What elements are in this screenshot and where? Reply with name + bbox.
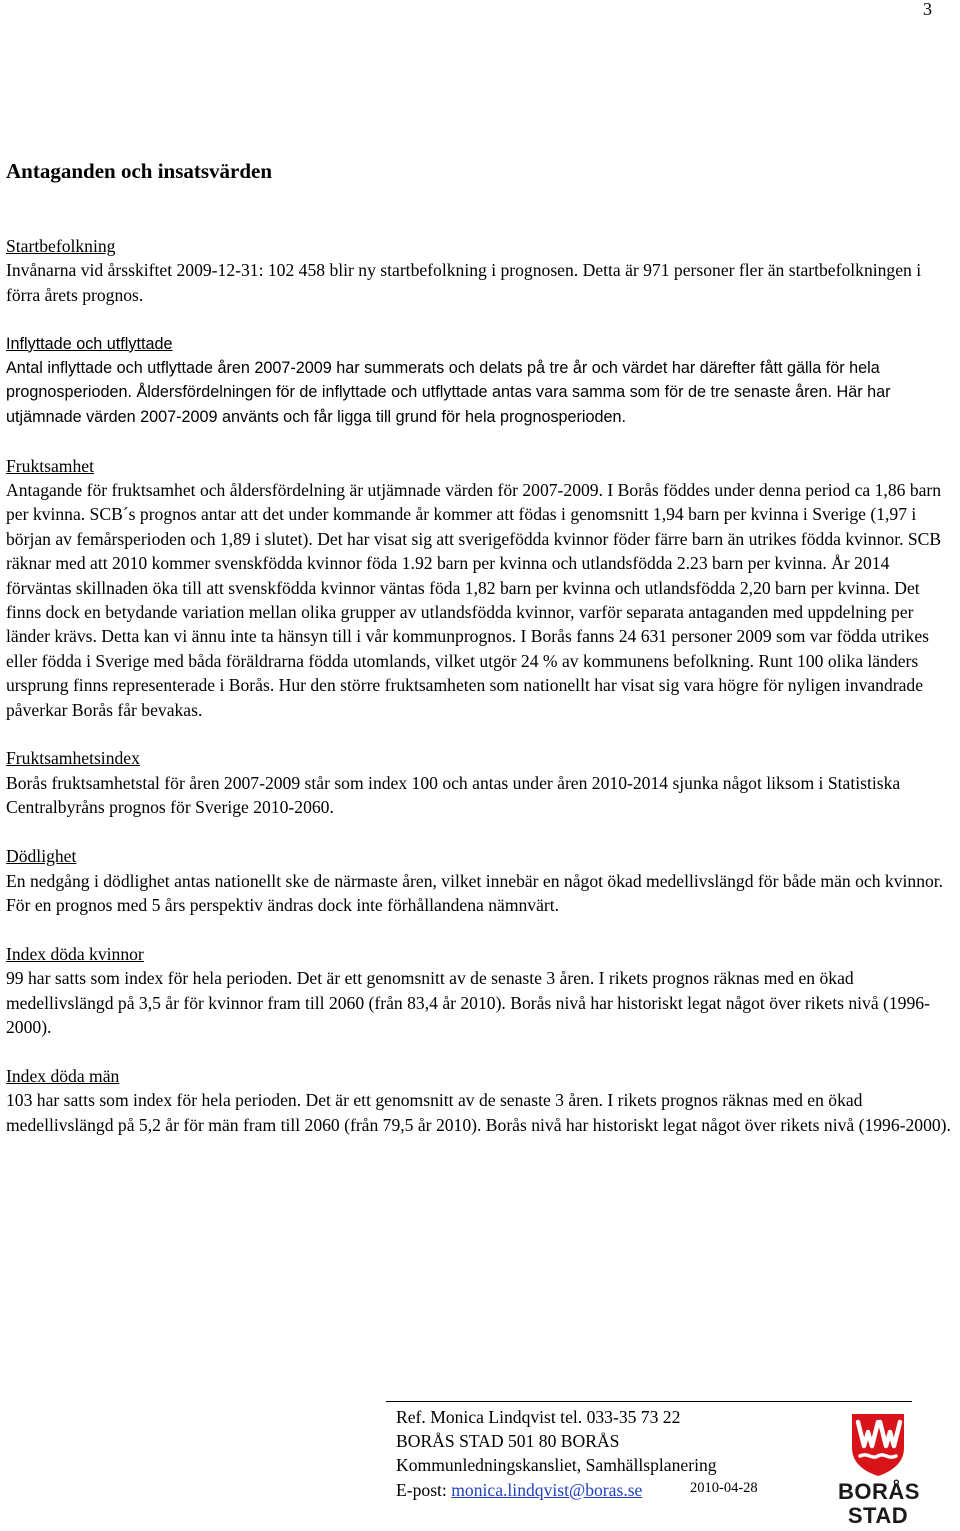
section-startbefolkning (6, 234, 958, 307)
section-heading: Dödlighet (6, 846, 77, 867)
section-index-doda-man (6, 1064, 958, 1137)
footer-email-label: E-post: (396, 1479, 452, 1500)
document-body (6, 234, 958, 1161)
section-heading: Startbefolkning (6, 236, 116, 256)
section-dodlighet (6, 844, 958, 917)
section-heading: Index döda män (6, 1065, 120, 1086)
logo-text-stad: STAD (847, 1503, 909, 1528)
section-fruktsamhetsindex (6, 746, 958, 819)
footer (396, 1405, 836, 1502)
shield-icon (846, 1412, 910, 1478)
footer-date: 2010-04-28 (690, 1480, 758, 1496)
section-text: 99 har satts som index för hela perioden. Det är ett genomsnitt av de senaste 3 åren. I rikets prognos räknas med en ökad medellivslängd på 3,5 år för kvinnor fram till 2060 (från 83,4 år 2010). Borås nivå har historiskt legat något över rikets nivå (1996-2000). (6, 968, 930, 1037)
page-number: 3 (923, 0, 932, 19)
page-title: Antaganden och insatsvärden (6, 159, 273, 183)
footer-ref: Ref. Monica Lindqvist tel. 033-35 73 22 (396, 1407, 681, 1427)
section-text: En nedgång i dödlighet antas nationellt ske de närmaste åren, vilket innebär en något ökad medellivslängd för både män och kvinnor. För en prognos med 5 års perspektiv ändras dock inte förhållandena nämnvärt. (6, 870, 944, 915)
section-inflyttade (6, 332, 958, 430)
boras-stad-logo (838, 1412, 918, 1530)
email-link[interactable]: monica.lindqvist@boras.se (451, 1479, 643, 1500)
section-heading: Fruktsamhet (6, 455, 94, 476)
section-fruktsamhet (6, 454, 958, 722)
footer-department: Kommunledningskansliet, Samhällsplanering (396, 1455, 717, 1476)
section-text: Antal inflyttade och utflyttade åren 2007-2009 har summerats och delats på tre år och värdet har därefter fått gälla för hela prognosperioden. Åldersfördelningen för de inflyttade och utflyttade antas vara samma som för de tre senaste åren. Här har utjämnade värden 2007-2009 använts och får ligga till grund för hela prognosperioden. (6, 359, 891, 426)
section-text: Invånarna vid årsskiftet 2009-12-31: 102 458 blir ny startbefolkning i prognosen. Detta är 971 personer fler än startbefolkningen i förra årets prognos. (6, 260, 922, 305)
section-text: Borås fruktsamhetstal för åren 2007-2009 står som index 100 och antas under åren 2010-2014 sjunka något liksom i Statistiska Centralbyråns prognos för Sverige 2010-2060. (6, 772, 901, 818)
section-text: 103 har satts som index för hela perioden. Det är ett genomsnitt av de senaste 3 åren. I rikets prognos räknas med en ökad medellivslängd på 5,2 år för män fram till 2060 (från 79,5 år 2010). Borås nivå har historiskt legat något över rikets nivå (1996-2000). (6, 1090, 951, 1135)
section-heading: Index döda kvinnor (6, 943, 144, 964)
footer-divider (386, 1401, 912, 1402)
section-heading: Fruktsamhetsindex (6, 748, 140, 769)
section-text: Antagande för fruktsamhet och åldersfördelning är utjämnade värden för 2007-2009. I Borås föddes under denna period ca 1,86 barn per kvinna. SCB´s prognos antar att det under kommande år kommer att födas i genomsnitt 1,94 barn per kvinna i Sverige (1,97 i början av femårsperioden och 1,89 i slutet). Det har visat sig att sverigefödda kvinnor föder färre barn än utrikes födda kvinnor. SCB räknar med att 2010 kommer svenskfödda kvinnor föda 1.92 barn per kvinna och utlandsfödda 2.23 barn per kvinna. År 2014 förväntas skillnaden öka till att svenskfödda kvinnor väntas föda 1,82 barn per kvinna och utlandsfödda 2,20 barn per kvinna. Det finns dock en betydande variation mellan olika grupper av utlandsfödda kvinnor, varför separata antaganden med uppdelning per länder krävs. Detta kan vi ännu inte ta hänsyn till i vår kommunprognos. I Borås fanns 24 631 personer 2009 som var födda utrikes eller födda i Sverige med båda föräldrarna födda utomlands, vilket utgör 24 % av kommunens befolkning. Runt 100 olika länders ursprung finns representerade i Borås. Hur den större fruktsamheten som nationellt har visat sig vara högre för nyligen invandrade påverkar Borås får bevakas. (6, 480, 942, 720)
section-heading: Inflyttade och utflyttade (6, 334, 173, 353)
logo-text-boras: BORÅS (838, 1479, 920, 1504)
footer-email-line (396, 1478, 836, 1502)
footer-address: BORÅS STAD 501 80 BORÅS (396, 1431, 620, 1452)
section-index-doda-kvinnor (6, 942, 958, 1040)
